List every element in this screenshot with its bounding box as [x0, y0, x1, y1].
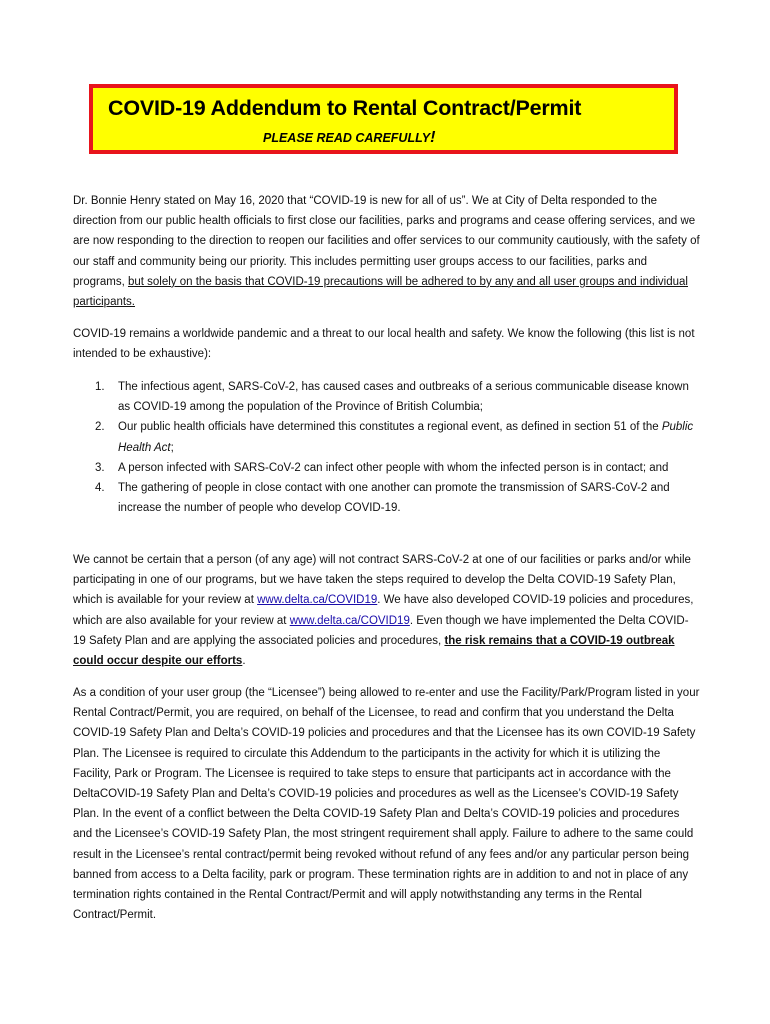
risk-text-1: We cannot be certain that a person (of any age) will not contract SARS-CoV-2 at one of our facilities or parks and/or while participating in one of our programs, but we have taken the steps required to develop the Delta COVID-19 Safety Plan, which is available for your review at — [73, 554, 691, 607]
pandemic-paragraph — [73, 324, 701, 364]
subtitle-text: PLEASE READ CAREFULLY — [263, 131, 431, 145]
risk-paragraph — [73, 550, 701, 671]
list-item — [73, 377, 701, 417]
list-item — [73, 417, 701, 457]
risk-text-3: . Even though we have implemented the Delta COVID-19 Safety Plan and are applying the associated policies and procedures, — [73, 614, 689, 647]
intro-paragraph — [73, 191, 701, 312]
title-banner — [89, 84, 678, 154]
risk-bold-statement: the risk remains that a COVID-19 outbreak could occur despite our efforts — [73, 634, 675, 668]
list-item-text: The gathering of people in close contact with one another can promote the transmission of SARS-CoV-2 and increase the number of people who develop COVID-19. — [118, 482, 670, 515]
list-item — [73, 458, 701, 478]
list-item-italic: Public Health Act — [118, 421, 694, 454]
list-item-text: Our public health officials have determined this constitutes a regional event, as defined in section 51 of the — [118, 421, 662, 434]
document-title: COVID-19 Addendum to Rental Contract/Permit — [108, 96, 582, 120]
list-item-number: 4. — [95, 482, 105, 495]
facts-list — [73, 377, 701, 518]
list-item-text: The infectious agent, SARS-CoV-2, has caused cases and outbreaks of a serious communicable disease known as COVID-19 among the population of the Province of British Columbia; — [118, 381, 689, 414]
subtitle-exclamation: ! — [430, 129, 436, 146]
risk-text-2: . We have also developed COVID-19 policies and procedures, which are also available for your review at — [73, 594, 694, 627]
list-item — [73, 478, 701, 518]
covid19-link-1[interactable]: www.delta.ca/COVID19 — [257, 594, 378, 607]
list-item-number: 1. — [95, 381, 105, 393]
list-item-number: 2. — [95, 421, 105, 434]
document-subtitle — [263, 129, 435, 147]
risk-text-4: . — [242, 655, 246, 668]
condition-paragraph — [73, 683, 701, 925]
list-item-number: 3. — [95, 461, 105, 474]
list-item-text-end: ; — [170, 441, 174, 454]
intro-text: Dr. Bonnie Henry stated on May 16, 2020 that “COVID-19 is new for all of us”. We at City of Delta responded to the direction from our public health officials to first close our facilities, parks and programs and cease offering services, and we are now responding to the direction to reopen our facilities and offer services to our community cautiously, with the safety of our staff and community being our priority. This includes permitting user groups access to our facilities, parks and programs, — [73, 195, 700, 288]
intro-underlined-text: but solely on the basis that COVID-19 precautions will be adhered to by any and all user groups and individual participants. — [73, 275, 688, 309]
pandemic-text: COVID-19 remains a worldwide pandemic and a threat to our local health and safety. We know the following (this list is not intended to be exhaustive): — [73, 328, 695, 361]
covid19-link-2[interactable]: www.delta.ca/COVID19 — [289, 614, 410, 627]
list-item-text: A person infected with SARS-CoV-2 can infect other people with whom the infected person is in contact; and — [118, 461, 669, 474]
condition-text: As a condition of your user group (the “Licensee”) being allowed to re-enter and use the Facility/Park/Program listed in your Rental Contract/Permit, you are required, on behalf of the Licensee, to read and confirm that you understand the Delta COVID-19 Safety Plan and Delta’s COVID-19 policies and procedures and that the Licensee has its own COVID-19 Safety Plan. The Licensee is required to circulate this Addendum to the participants in the activity for which it is utilizing the Facility, Park or Program. The Licensee is required to take steps to ensure that participants act in accordance with the DeltaCOVID-19 Safety Plan and Delta’s COVID-19 policies and procedures as well as the Licensee’s COVID-19 Safety Plan. In the event of a conflict between the Delta COVID-19 Safety Plan and Delta’s COVID-19 policies and procedures and the Licensee’s COVID-19 Safety Plan, the most stringent requirement shall apply. Failure to adhere to the same could result in the Licensee’s rental contract/permit being revoked without refund of any fees and/or any particular person being banned from access to a Delta facility, park or program. These termination rights are in addition to and not in place of any termination rights contained in the Rental Contract/Permit and will apply notwithstanding any terms in the Rental Contract/Permit. — [73, 687, 700, 922]
